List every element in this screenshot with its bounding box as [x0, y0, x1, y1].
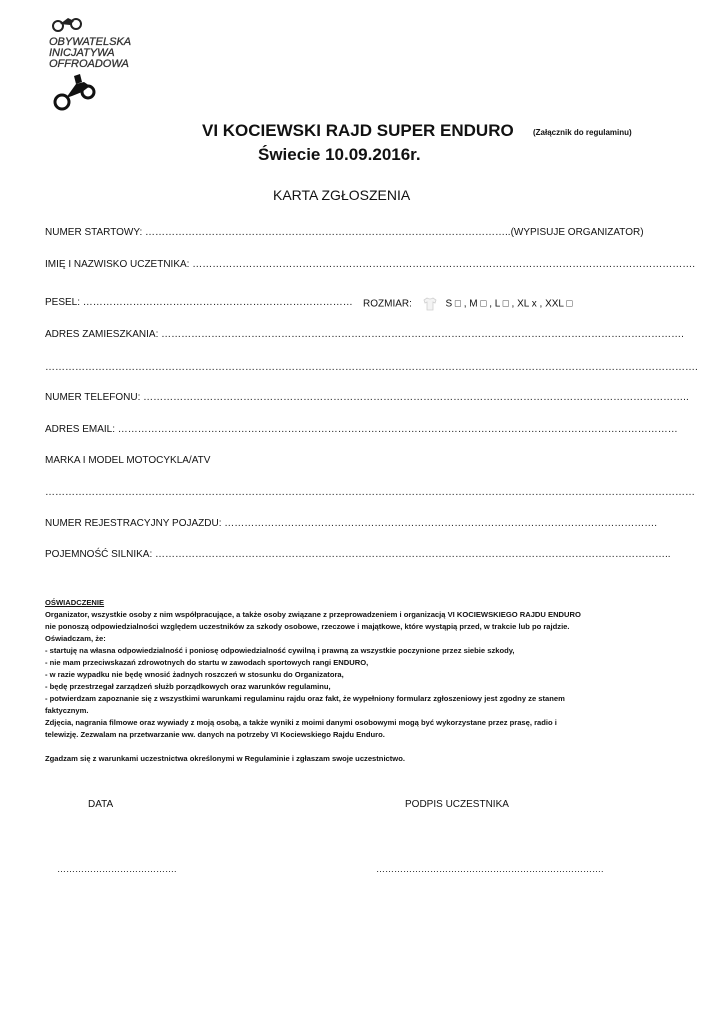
- date-label: DATA: [88, 799, 114, 810]
- tshirt-icon: [423, 297, 437, 311]
- declaration-line: - startuję na własna odpowiedzialność i poniosę odpowiedzialność cywilną i prawną za wszystkie poczynione przez siebie szkody,: [45, 646, 515, 655]
- motorcycle-field[interactable]: ……………………………………………………………………………………………………………………………………………………………………………: [45, 487, 695, 498]
- motorcycle-label: MARKA I MODEL MOTOCYKLA/ATV: [45, 455, 211, 466]
- event-date-place: Świecie 10.09.2016r.: [258, 145, 421, 164]
- email-field[interactable]: ADRES EMAIL: ……………………………………………………………………………………………………………………………………………………: [45, 424, 678, 435]
- address-continuation[interactable]: …………………………………………………………………………………………………………………………………………………………………………….: [45, 362, 698, 373]
- size-selection[interactable]: [363, 297, 572, 311]
- motorcycle-logo-graphic: [46, 12, 146, 117]
- name-field[interactable]: IMIĘ I NAZWISKO UCZETNIKA: …………………………………………………………………………………………………………………………………….: [45, 259, 696, 270]
- declaration-line: - nie mam przeciwskazań zdrowotnych do startu w zawodach sportowych rangi ENDURO,: [45, 658, 369, 667]
- phone-field[interactable]: NUMER TELEFONU: ………………………………………………………………………………………………………………………………………………..: [45, 392, 689, 403]
- address-field[interactable]: ADRES ZAMIESZKANIA: ………………………………………………………………………………………………………………………………………….: [45, 329, 684, 340]
- organization-logo: [46, 12, 146, 117]
- logo-line-2: INICJATYWA: [49, 47, 115, 59]
- declaration-line: - będę przestrzegał zarządzeń służb porządkowych oraz warunków regulaminu,: [45, 682, 331, 691]
- annex-note: (Załącznik do regulaminu): [533, 128, 632, 137]
- declaration-line: telewizję. Zezwalam na przetwarzanie ww. danych na potrzeby VI Kociewskiego Rajdu Enduro.: [45, 730, 385, 739]
- registration-field[interactable]: NUMER REJESTRACYJNY POJAZDU: ………………………………………………………………………………………………………………….: [45, 518, 658, 529]
- consent-statement: Zgadzam się z warunkami uczestnictwa określonymi w Regulaminie i zgłaszam swoje uczestnictwo.: [45, 754, 405, 763]
- form-title: KARTA ZGŁOSZENIA: [273, 187, 411, 203]
- logo-line-1: OBYWATELSKA: [49, 36, 132, 48]
- declaration-line: nie ponoszą odpowiedzialności względem uczestników za szkody osobowe, rzeczowe i majątkowe, które wystąpią przed, w trakcie lub po rajdzie.: [45, 622, 570, 631]
- date-line[interactable]: ………………………………….: [57, 864, 177, 874]
- logo-line-3: OFFROADOWA: [49, 58, 129, 70]
- declaration-line: Organizator, wszystkie osoby z nim współpracujące, a także osoby związane z przeprowadzeniem i organizacją VI KOCIEWSKIEGO RAJDU ENDURO: [45, 610, 581, 619]
- declaration-heading: OŚWIADCZENIE: [45, 598, 105, 607]
- declaration-line: faktycznym.: [45, 706, 89, 715]
- declaration-line: - w razie wypadku nie będę wnosić żadnych roszczeń w stosunku do Organizatora,: [45, 670, 344, 679]
- declaration-line: - potwierdzam zapoznanie się z wszystkimi warunkami regulaminu rajdu oraz fakt, że wypełniony formularz zgłoszeniowy jest zgodny ze stanem: [45, 694, 565, 703]
- signature-line[interactable]: ………………………………………………………………….: [376, 864, 604, 874]
- signature-label: PODPIS UCZESTNIKA: [405, 799, 509, 810]
- declaration-section: [45, 597, 645, 765]
- declaration-line: Zdjęcia, nagrania filmowe oraz wywiady z moją osobą, a także wyniki z moimi danymi osobowymi mogą być wykorzystane przez prasę, radio i: [45, 718, 557, 727]
- declaration-spacer: [45, 741, 645, 753]
- size-label: ROZMIAR:: [363, 298, 412, 310]
- engine-capacity-field[interactable]: POJEMNOŚĆ SILNIKA: ………………………………………………………………………………………………………………………………………..: [45, 549, 671, 560]
- start-number-field[interactable]: NUMER STARTOWY: ………………………………………………………………………………………………..(WYPISUJE ORGANIZATOR): [45, 227, 644, 238]
- event-title: VI KOCIEWSKI RAJD SUPER ENDURO: [202, 121, 514, 140]
- declaration-line: Oświadczam, że:: [45, 634, 106, 643]
- size-options[interactable]: S □ , M □ , L □ , XL x , XXL □: [445, 298, 573, 310]
- pesel-field[interactable]: PESEL: ………………………………………………………………………: [45, 297, 353, 308]
